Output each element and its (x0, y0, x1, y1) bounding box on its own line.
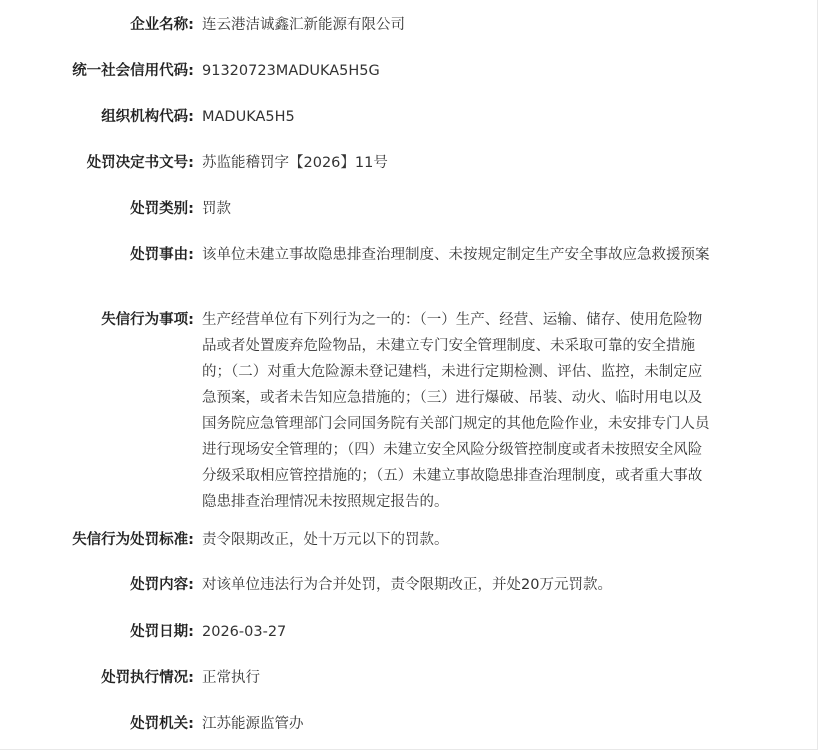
company-name-value: 连云港洁诚鑫汇新能源有限公司 (202, 17, 405, 33)
penalty-content-label: 处罚内容: (130, 577, 194, 593)
company-name-label: 企业名称: (130, 17, 194, 33)
execution-status-label: 处罚执行情况: (101, 670, 194, 686)
row-penalty-reason (0, 242, 818, 268)
authority-label: 处罚机关: (130, 716, 194, 732)
row-penalty-date (0, 619, 818, 645)
row-company-name (0, 12, 818, 38)
credit-code-value: 91320723MADUKA5H5G (202, 63, 380, 79)
credit-code-label: 统一社会信用代码: (72, 63, 194, 79)
penalty-type-label: 处罚类别: (130, 201, 194, 217)
authority-value: 江苏能源监管办 (202, 716, 304, 732)
penalty-type-value: 罚款 (202, 201, 231, 217)
row-violation-items (0, 307, 818, 515)
row-penalty-content (0, 572, 818, 598)
decision-no-value: 苏监能稽罚字【2026】11号 (202, 155, 388, 171)
violation-items-label: 失信行为事项: (101, 312, 194, 328)
violation-items-value: 生产经营单位有下列行为之一的：（一）生产、经营、运输、储存、使用危险物品或者处置废弃危险物品，未建立专门安全管理制度、未采取可靠的安全措施的；（二）对重大危险源未登记建档，未进行定期检测、评估、监控，未制定应急预案，或者未告知应急措施的；（三）进行爆破、吊装、动火、临时用电以及国务院应急管理部门会同国务院有关部门规定的其他危险作业，未安排专门人员进行现场安全管理的；（四）未建立安全风险分级管控制度或者未按照安全风险分级采取相应管控措施的；（五）未建立事故隐患排查治理制度，或者重大事故隐患排查治理情况未按照规定报告的。 (202, 312, 710, 510)
row-decision-no (0, 150, 818, 176)
row-execution-status (0, 665, 818, 691)
row-credit-code (0, 58, 818, 84)
org-code-label: 组织机构代码: (101, 109, 194, 125)
penalty-date-value: 2026-03-27 (202, 624, 287, 640)
decision-no-label: 处罚决定书文号: (86, 155, 194, 171)
penalty-date-label: 处罚日期: (130, 624, 194, 640)
penalty-standard-value: 责令限期改正，处十万元以下的罚款。 (202, 532, 449, 548)
penalty-standard-label: 失信行为处罚标准: (72, 532, 194, 548)
org-code-value: MADUKA5H5 (202, 109, 295, 125)
penalty-content-value: 对该单位违法行为合并处罚，责令限期改正，并处20万元罚款。 (202, 577, 612, 593)
row-penalty-standard (0, 527, 818, 553)
penalty-reason-label: 处罚事由: (130, 247, 194, 263)
penalty-reason-value: 该单位未建立事故隐患排查治理制度、未按规定制定生产安全事故应急救援预案 (202, 247, 710, 263)
row-penalty-type (0, 196, 818, 222)
row-authority (0, 711, 818, 737)
execution-status-value: 正常执行 (202, 670, 260, 686)
row-org-code (0, 104, 818, 130)
